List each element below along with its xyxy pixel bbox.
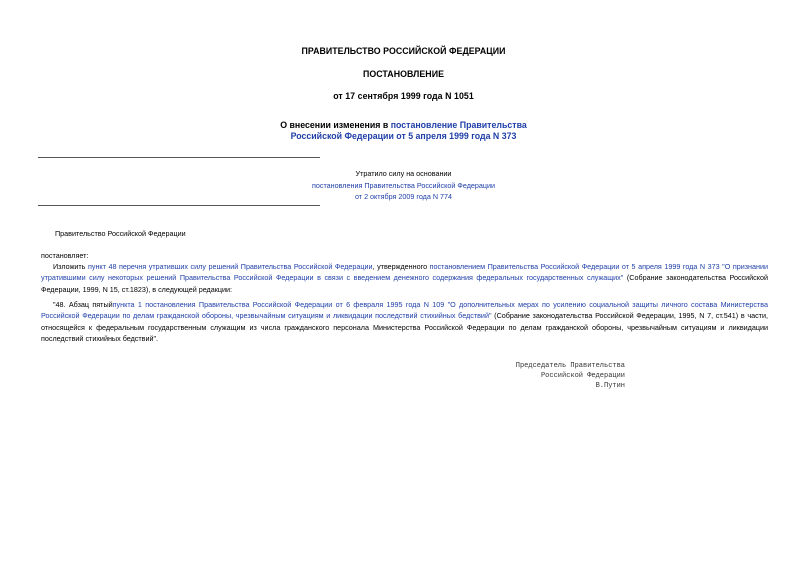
p1-text-2: , утвержденного	[372, 262, 430, 271]
p2-text-2: (Собрание законодательства Российской Федерации, 1995, N 7, ст.541) в части, относящейся к федеральным государственным служащим из числа гражданского персонала Министерства Российской Федерации по делам гражданской обороны, чрезвычайным ситуациям и ликвидации последствий стихийных бедствий".	[41, 311, 768, 344]
signature-line2: Российской Федерации	[540, 372, 625, 381]
title-link-part2[interactable]: Российской Федерации от 5 апреля 1999 года N 373	[290, 131, 517, 141]
decides-line: постановляет:	[41, 251, 89, 260]
signature-line1: Председатель Правительства	[515, 362, 625, 370]
issuer-line: Правительство Российской Федерации	[55, 229, 186, 238]
status-note-link2[interactable]: от 2 октября 2009 года N 774	[354, 192, 453, 201]
p1-text-1: Изложить	[53, 262, 88, 271]
paragraph-2	[41, 299, 768, 345]
title-prefix: О внесении изменения в	[280, 120, 391, 130]
p1-text-3: (Собрание законодательства Российской Федерации, 1999, N 15, ст.1823), в следующей редакции:	[41, 273, 769, 294]
p1-link-2[interactable]: постановлением Правительства Российской Федерации от 5 апреля 1999 года N 373 "О признании утратившими силу некоторых решений Правительства Российской Федерации в связи с введением денежного содержания федеральных государственных служащих"	[41, 262, 768, 283]
status-note	[0, 168, 807, 203]
divider-bottom	[38, 205, 320, 206]
divider-top	[38, 157, 320, 158]
authority-heading: ПРАВИТЕЛЬСТВО РОССИЙСКОЙ ФЕДЕРАЦИИ	[301, 46, 506, 56]
document-title	[0, 120, 807, 142]
status-note-line1: Утратило силу на основании	[355, 169, 452, 178]
title-link-part1[interactable]: постановление Правительства	[390, 120, 527, 130]
p2-text-1: "48. Абзац пятый	[53, 300, 113, 309]
document-type-heading: ПОСТАНОВЛЕНИЕ	[362, 69, 445, 79]
status-note-link1[interactable]: постановления Правительства Российской Федерации	[311, 180, 496, 190]
p1-link-1[interactable]: пункт 48 перечня утративших силу решений Правительства Российской Федерации	[87, 262, 373, 271]
document-date: от 17 сентября 1999 года N 1051	[333, 91, 474, 101]
signature-line3: В.Путин	[595, 382, 625, 391]
p2-link-1[interactable]: пункта 1 постановления Правительства Российской Федерации от 6 февраля 1995 года N 109 "О дополнительных мерах по усилению социальной защиты личного состава Министерства Российской Федерации по делам гражданской обороны, чрезвычайным ситуациям и ликвидации последствий стихийных бедствий"	[41, 300, 768, 321]
signature-block	[516, 361, 625, 392]
paragraph-1	[41, 261, 768, 295]
